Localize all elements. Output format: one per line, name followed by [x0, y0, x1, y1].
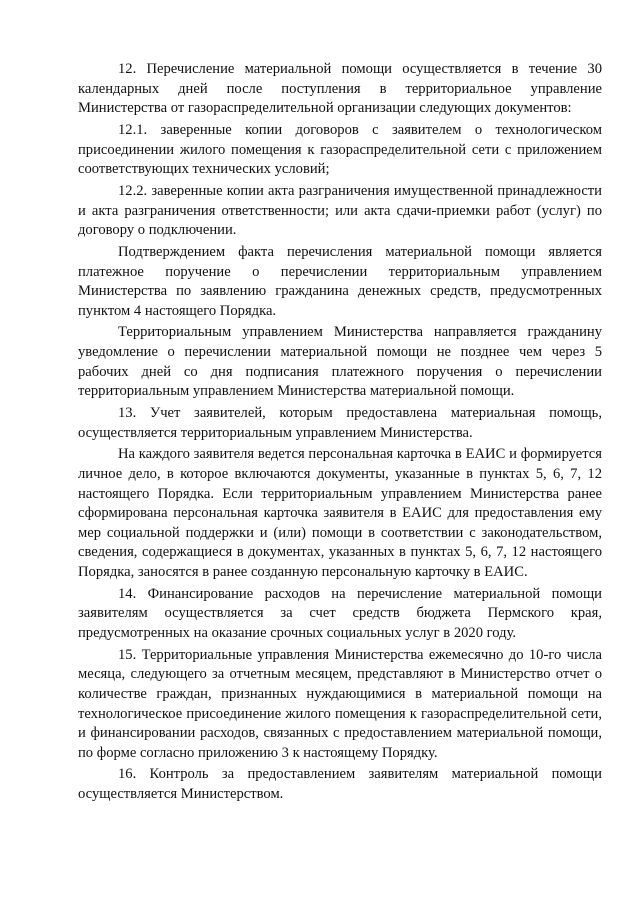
paragraph-12: 12. Перечисление материальной помощи осуществляется в течение 30 календарных дней после поступления в территориальное управление Министерства от газораспределительной организации следующих документов: — [78, 61, 602, 117]
document-page — [78, 60, 602, 807]
paragraph-payment-confirmation: Подтверждением факта перечисления материальной помощи является платежное поручение о перечислении территориальным управлением Министерства по заявлению гражданина денежных средств, предусмотренных пунктом 4 настоящего Порядка. — [78, 243, 602, 319]
paragraph-12-1: 12.1. заверенные копии договоров с заявителем о технологическом присоединении жилого помещения к газораспределительной сети с приложением соответствующих технических условий; — [78, 121, 602, 178]
paragraph-12-2: 12.2. заверенные копии акта разграничения имущественной принадлежности и акта разграничения ответственности; или акта сдачи-приемки работ (услуг) по договору о подключении. — [78, 182, 602, 239]
paragraph-personal-card: На каждого заявителя ведется персональная карточка в ЕАИС и формируется личное дело, в которое включаются документы, указанные в пунктах 5, 6, 7, 12 настоящего Порядка. Если территориальным управлением Министерства ранее сформирована персональная карточка заявителя в ЕАИС для предоставления ему мер социальной поддержки и (или) помощи в соответствии с законодательством, сведения, содержащиеся в документах, указанных в пунктах 5, 6, 7, 12 настоящего Порядка, заносятся в ранее созданную персональную карточку в ЕАИС. — [78, 446, 602, 580]
paragraph-15: 15. Территориальные управления Министерства ежемесячно до 10-го числа месяца, следующего за отчетным месяцем, представляют в Министерство отчет о количестве граждан, признанных нуждающимися в материальной помощи на технологическое присоединение жилого помещения к газораспределительной сети, и финансировании расходов, связанных с предоставлением материальной помощи, по форме согласно приложению 3 к настоящему Порядку. — [78, 646, 602, 761]
paragraph-13: 13. Учет заявителей, которым предоставлена материальная помощь, осуществляется территориальным управлением Министерства. — [78, 405, 602, 441]
paragraph-notification: Территориальным управлением Министерства направляется гражданину уведомление о перечислении материальной помощи не позднее чем через 5 рабочих дней со дня подписания платежного поручения о перечислении территориальным управлением Министерства материальной помощи. — [78, 324, 602, 400]
paragraph-16: 16. Контроль за предоставлением заявителям материальной помощи осуществляется Министерством. — [78, 766, 602, 803]
paragraph-14: 14. Финансирование расходов на перечисление материальной помощи заявителям осуществляется за счет средств бюджета Пермского края, предусмотренных на оказание срочных социальных услуг в 2020 году. — [78, 585, 602, 641]
